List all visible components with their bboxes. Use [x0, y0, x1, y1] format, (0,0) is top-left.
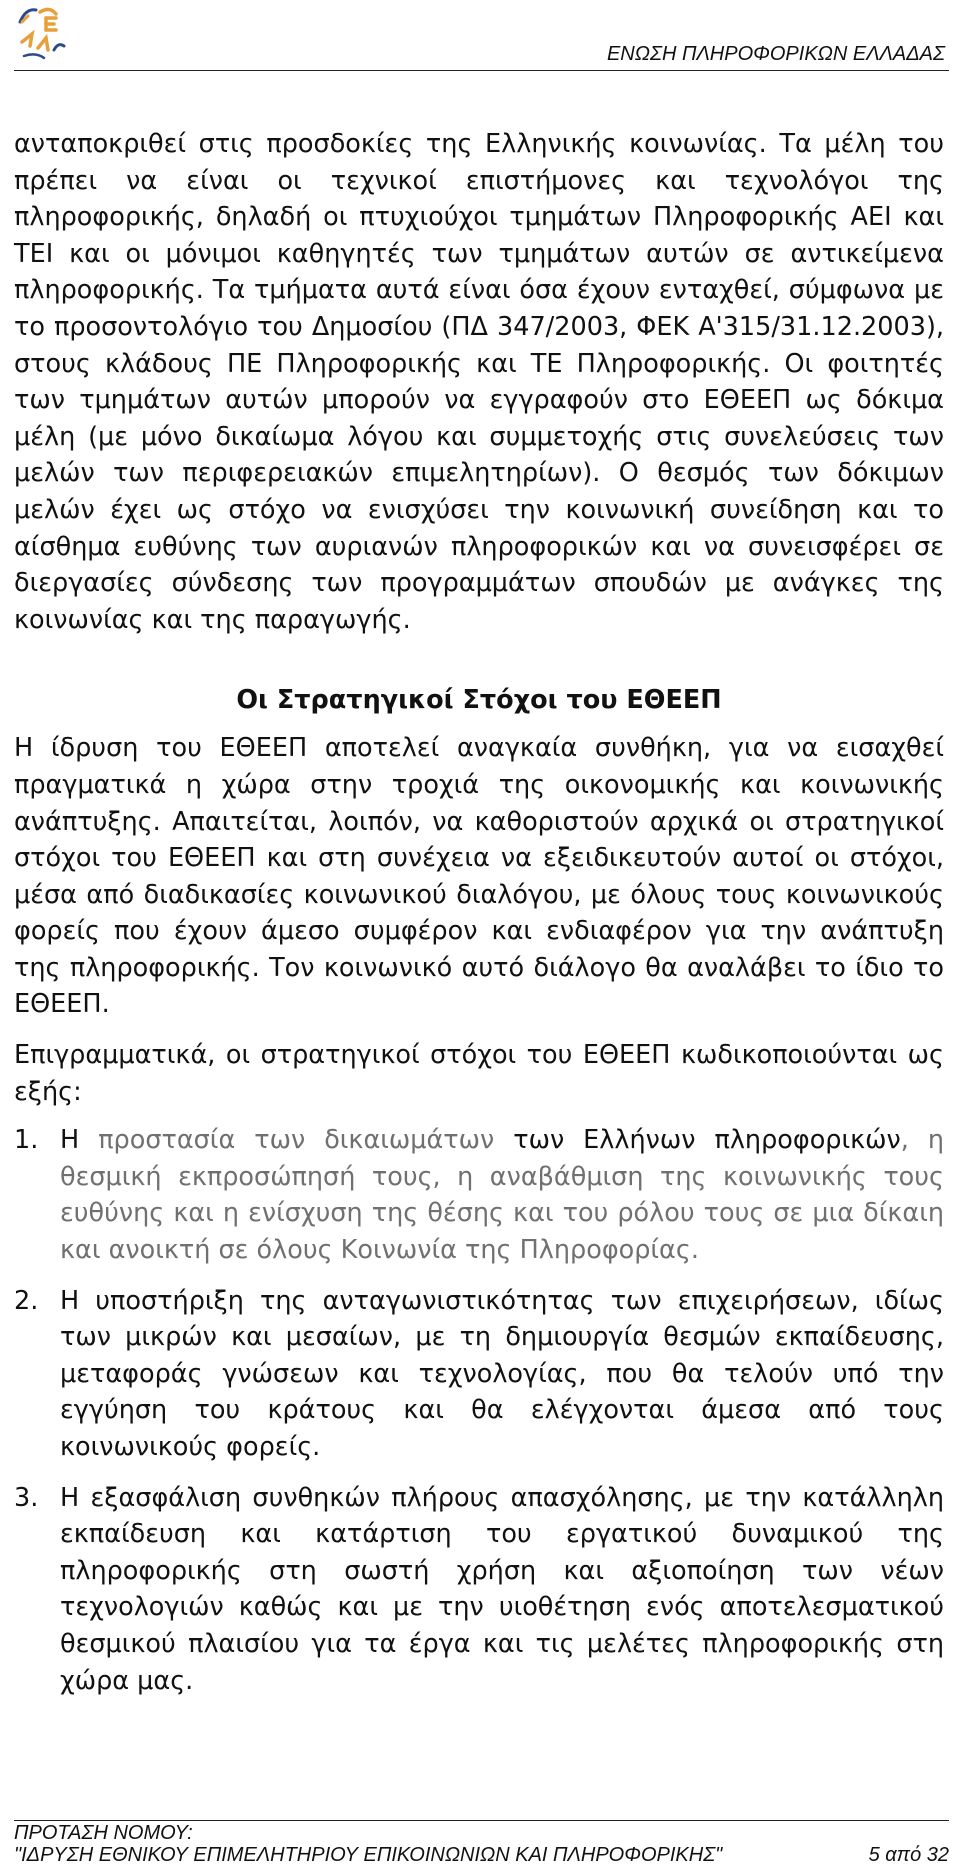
footer-row: [14, 1844, 949, 1866]
paragraph: Η ίδρυση του ΕΘΕΕΠ αποτελεί αναγκαία συνθήκη, για να εισαχθεί πραγματικά η χώρα στην τροχιά της οικονομικής και κοινωνικής ανάπτυξης. Απαιτείται, λοιπόν, να καθοριστούν αρχικά οι στρατηγικοί στόχοι του ΕΘΕΕΠ και στη συνέχεια να εξειδικευτούν αυτοί οι στόχοι, μέσα από διαδικασίες κοινωνικού διαλόγου, με όλους τους κοινωνικούς φορείς που έχουν άμεσο συμφέρον και ενδιαφέρον για την ανάπτυξη της πληροφορικής. Τον κοινωνικό αυτό διάλογο θα αναλάβει το ίδιο το ΕΘΕΕΠ.: [14, 733, 944, 1020]
text-run: , η θεσμική εκπροσώπησή τους, η αναβάθμιση της κοινωνικής τους ευθύνης και η ενίσχυση της θέσης και του ρόλου τους σε μια δίκαιη και ανοικτή σε όλους Κοινωνία της Πληροφορίας.: [60, 1125, 945, 1266]
text-run: προστασία των δικαιωμάτων: [98, 1125, 495, 1156]
list-item-text: [60, 1122, 944, 1268]
text-run: των Ελλήνων πληροφορικών: [494, 1125, 901, 1156]
paragraph: Επιγραμματικά, οι στρατηγικοί στόχοι του ΕΘΕΕΠ κωδικοποιούνται ως εξής:: [14, 1040, 944, 1107]
page-footer: [14, 1820, 949, 1866]
paragraph: ανταποκριθεί στις προσδοκίες της Ελληνικής κοινωνίας. Τα μέλη του πρέπει να είναι οι τεχνικοί επιστήμονες και τεχνολόγοι της πληροφορικής, δηλαδή οι πτυχιούχοι τμημάτων Πληροφορικής ΑΕΙ και ΤΕΙ και οι μόνιμοι καθηγητές των τμημάτων αυτών σε αντικείμενα πληροφορικής. Τα τμήματα αυτά είναι όσα έχουν ενταχθεί, σύμφωνα με το προσοντολόγιο του Δημοσίου (ΠΔ 347/2003, ΦΕΚ Α'315/31.12.2003), στους κλάδους ΠΕ Πληροφορικής και ΤΕ Πληροφορικής. Οι φοιτητές των τμημάτων αυτών μπορούν να εγγραφούν στο ΕΘΕΕΠ ως δόκιμα μέλη (με μόνο δικαίωμα λόγου και συμμετοχής στις συνελεύσεις των μελών των περιφερειακών επιμελητηρίων). Ο θεσμός των δόκιμων μελών έχει ως στόχο να ενισχύσει την κοινωνική συνείδηση και το αίσθημα ευθύνης των αυριανών πληροφορικών και να συνεισφέρει σε διεργασίες σύνδεσης των προγραμμάτων σπουδών με ανάγκες της κοινωνίας και της παραγωγής.: [14, 129, 944, 635]
footer-title: "ΙΔΡΥΣΗ ΕΘΝΙΚΟΥ ΕΠΙΜΕΛΗΤΗΡΙΟΥ ΕΠΙΚΟΙΝΩΝΙΩΝ ΚΑΙ ΠΛΗΡΟΦΟΡΙΚΗΣ": [14, 1844, 723, 1866]
list-item: [14, 1122, 944, 1268]
section-title: Οι Στρατηγικοί Στόχοι του ΕΘΕΕΠ: [236, 685, 722, 716]
text-run: Η: [60, 1125, 99, 1156]
list-item: [14, 1480, 944, 1700]
list-number: 1.: [14, 1125, 39, 1156]
list-item-text: Η εξασφάλιση συνθηκών πλήρους απασχόλησης, με την κατάλληλη εκπαίδευση και κατάρτιση του εργατικού δυναμικού της πληροφορικής στη σωστή χρήση και αξιοποίηση των νέων τεχνολογιών καθώς και με την υιοθέτηση ενός αποτελεσματικού θεσμικού πλαισίου για τα έργα και τις μελέτες πληροφορικής στη χώρα μας.: [60, 1482, 944, 1696]
list-number: 3.: [14, 1482, 39, 1513]
page-header: [14, 0, 949, 71]
epe-logo-icon: [16, 2, 80, 66]
list-item-text: Η υποστήριξη της ανταγωνιστικότητας των επιχειρήσεων, ιδίως των μικρών και μεσαίων, με τη δημιουργία θεσμών εκπαίδευσης, μεταφοράς γνώσεων και τεχνολογίας, που θα τελούν υπό την εγγύηση του κράτους και θα ελέγχονται άμεσα από τους κοινωνικούς φορείς.: [60, 1285, 944, 1462]
list-item: [14, 1283, 944, 1466]
list-number: 2.: [14, 1285, 39, 1316]
goals-list: [14, 1122, 944, 1699]
page-number: 5 από 32: [868, 1844, 949, 1866]
footer-label: ΠΡΟΤΑΣΗ ΝΟΜΟΥ:: [14, 1822, 193, 1844]
header-title: ΕΝΩΣΗ ΠΛΗΡΟΦΟΡΙΚΩΝ ΕΛΛΑΔΑΣ: [606, 43, 945, 65]
document-body: [14, 126, 944, 1713]
